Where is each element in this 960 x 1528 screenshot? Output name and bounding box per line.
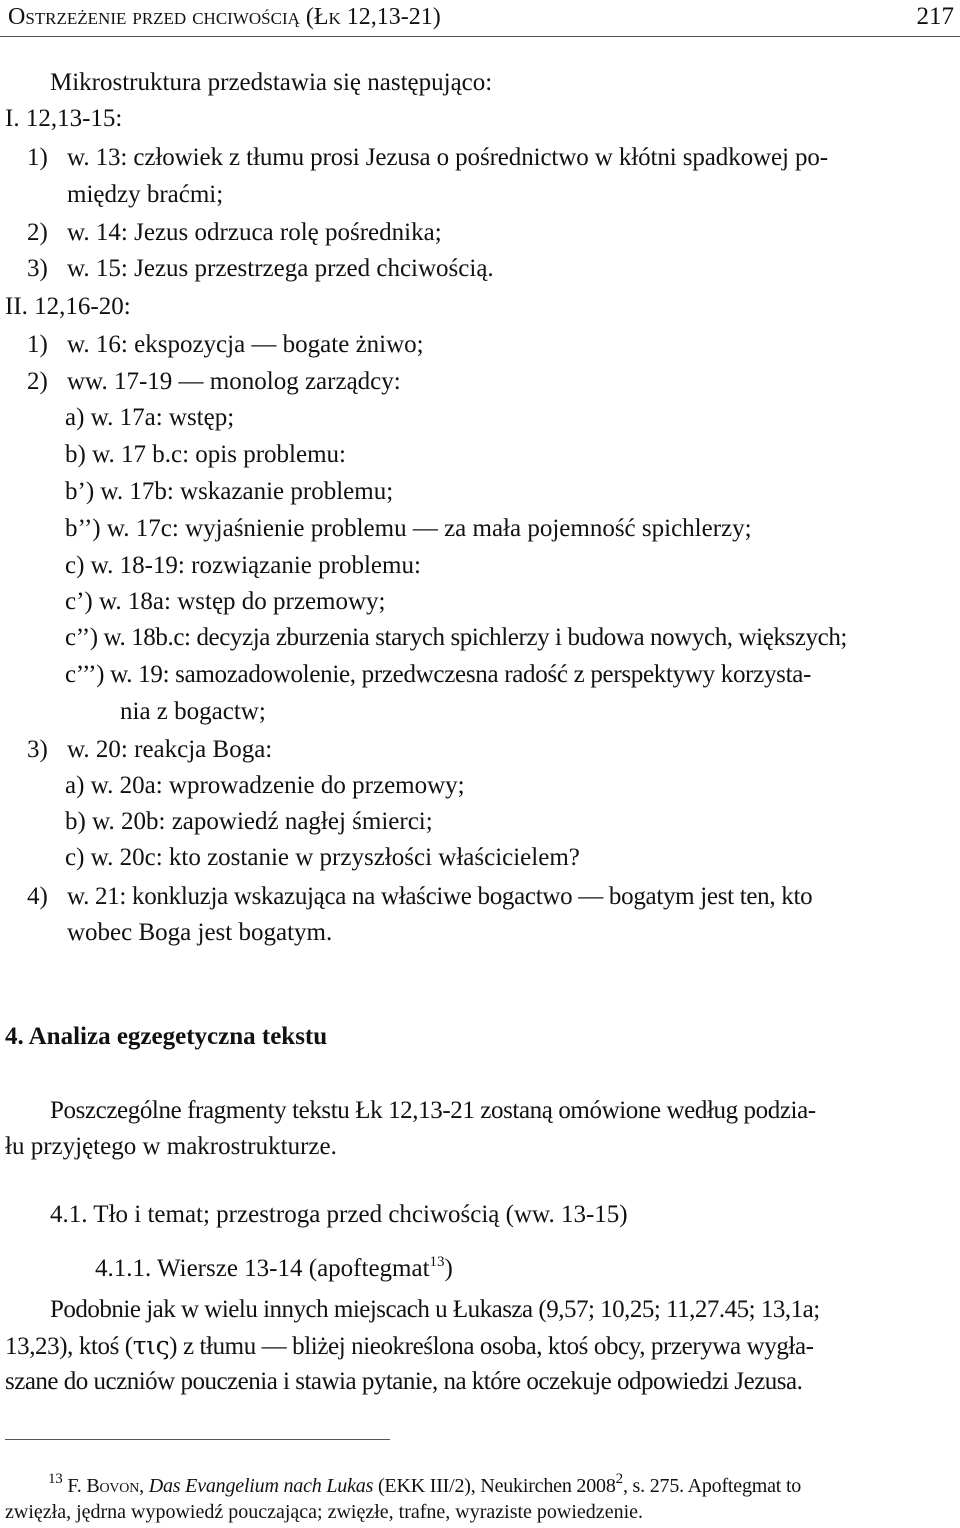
micro-item: w. 16: ekspozycja — bogate żniwo; (67, 331, 424, 358)
micro-item-cont: wobec Boga jest bogatym. (67, 919, 333, 946)
micro-item: w. 21: konkluzja wskazująca na właściwe bogactwo — bogatym jest ten, kto (67, 883, 813, 910)
micro-I-heading: I. 12,13-15: (5, 105, 123, 132)
micro-subitem: c’’’) w. 19: samozadowolenie, przedwczesna radość z perspektywy korzysta- (65, 661, 812, 688)
micro-item-cont: między braćmi; (67, 181, 224, 208)
micro-subitem: a) w. 17a: wstęp; (65, 404, 235, 431)
micro-item: w. 15: Jezus przestrzega przed chciwością. (67, 255, 494, 282)
list-num: 3) (27, 255, 48, 282)
paragraph-line: Podobnie jak w wielu innych miejscach u Łukasza (9,57; 10,25; 11,27.45; 13,1a; (50, 1296, 820, 1323)
greek-word: τις (132, 1331, 170, 1360)
paragraph-line: łu przyjętego w makrostrukturze. (5, 1133, 337, 1160)
list-num: 1) (27, 144, 48, 171)
footnote-number: 13 (48, 1471, 63, 1488)
footnote-text: (EKK III/2), Neukirchen 2008 (373, 1475, 616, 1497)
footnote-ref: 13 (429, 1253, 445, 1270)
micro-item: ww. 17-19 — monolog zarządcy: (67, 368, 401, 395)
subsection-heading: 4.1. Tło i temat; przestroga przed chciwością (ww. 13-15) (50, 1201, 628, 1228)
footnote-author: Bovon (86, 1475, 140, 1497)
footnote-title: Das Evangelium nach Lukas (148, 1475, 374, 1497)
header-rule (0, 36, 960, 37)
list-num: 4) (27, 883, 48, 910)
micro-subitem: b) w. 17 b.c: opis problemu: (65, 441, 346, 468)
micro-item: w. 20: reakcja Boga: (67, 736, 273, 763)
paragraph-line: szane do uczniów pouczenia i stawia pytanie, na które oczekuje odpowiedzi Jezusa. (5, 1368, 803, 1395)
list-num: 1) (27, 331, 48, 358)
subsubsection-text: 4.1.1. Wiersze 13-14 (apoftegmat (95, 1255, 430, 1282)
footnote-edition: 2 (615, 1471, 623, 1488)
footnote-rule (5, 1439, 390, 1440)
paragraph-line: Poszczególne fragmenty tekstu Łk 12,13-21 zostaną omówione według podzia- (50, 1097, 816, 1124)
subsubsection-close: ) (444, 1255, 453, 1282)
footnote-text: , s. 275. Apoftegmat to (622, 1475, 802, 1497)
page-number: 217 (916, 3, 954, 30)
list-num: 2) (27, 368, 48, 395)
micro-intro: Mikrostruktura przedstawia się następująco: (50, 69, 493, 96)
micro-subitem: c’’) w. 18b.c: decyzja zburzenia starych spichlerzy i budowa nowych, większych; (65, 624, 847, 651)
micro-subitem: b) w. 20b: zapowiedź nagłej śmierci; (65, 808, 433, 835)
micro-II-heading: II. 12,16-20: (5, 293, 131, 320)
paragraph-text: 13,23), ktoś ( (5, 1333, 133, 1360)
list-num: 3) (27, 736, 48, 763)
micro-subitem: c) w. 20c: kto zostanie w przyszłości właścicielem? (65, 844, 580, 871)
micro-subitem: b’) w. 17b: wskazanie problemu; (65, 478, 394, 505)
footnote-line (48, 1473, 801, 1499)
paragraph-text: ) z tłumu — bliżej nieokreślona osoba, ktoś obcy, przerywa wygła- (169, 1333, 814, 1360)
section-heading: 4. Analiza egzegetyczna tekstu (5, 1023, 328, 1050)
micro-item: w. 14: Jezus odrzuca rolę pośrednika; (67, 219, 442, 246)
footnote-text: , (139, 1475, 149, 1497)
footnote-line: zwięzła, jędrna wypowiedź pouczająca; zwięzłe, trafne, wyraziste powiedzenie. (5, 1501, 643, 1523)
footnote-text: F. (62, 1475, 87, 1497)
running-header: Ostrzeżenie przed chciwością (Łk 12,13-21) (8, 4, 441, 30)
micro-subitem: b’’) w. 17c: wyjaśnienie problemu — za mała pojemność spichlerzy; (65, 515, 752, 542)
subsubsection-heading (95, 1254, 453, 1284)
list-num: 2) (27, 219, 48, 246)
micro-subitem-cont: nia z bogactw; (120, 698, 266, 725)
micro-subitem: a) w. 20a: wprowadzenie do przemowy; (65, 772, 465, 799)
paragraph-line (5, 1331, 814, 1362)
micro-subitem: c) w. 18-19: rozwiązanie problemu: (65, 552, 421, 579)
micro-item: w. 13: człowiek z tłumu prosi Jezusa o pośrednictwo w kłótni spadkowej po- (67, 144, 828, 171)
micro-subitem: c’) w. 18a: wstęp do przemowy; (65, 588, 386, 615)
